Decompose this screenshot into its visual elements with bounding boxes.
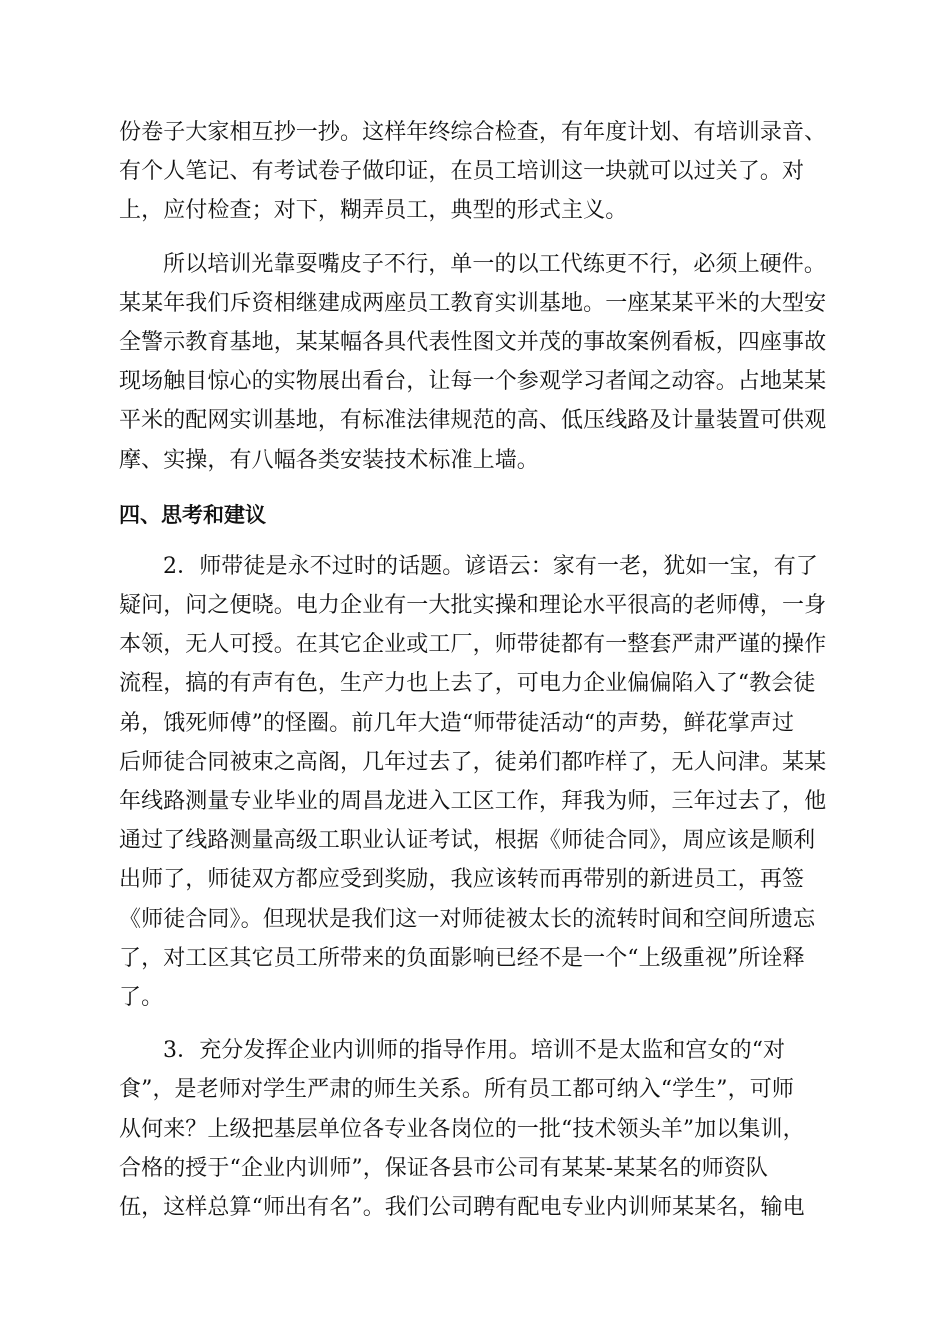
- paragraph-1: [119, 113, 831, 231]
- text-line: 摩、实操，有八幅各类安装技术标准上墙。: [119, 447, 539, 473]
- text-line: 了。: [119, 984, 164, 1010]
- text-line: 全警示教育基地，某某幅各具代表性图文并茂的事故案例看板，四座事故: [119, 329, 827, 355]
- text-line: 通过了线路测量高级工职业认证考试，根据《师徒合同》，周应该是顺利: [119, 828, 816, 854]
- text-line: 3．充分发挥企业内训师的指导作用。培训不是太监和宫女的“对: [163, 1038, 786, 1064]
- text-line: 疑问，问之便晓。电力企业有一大批实操和理论水平很高的老师傅，一身: [119, 593, 827, 619]
- text-line: 后师徒合同被束之高阁，几年过去了，徒弟们都咋样了，无人问津。某某: [119, 749, 827, 775]
- text-line: 本领，无人可授。在其它企业或工厂，师带徒都有一整套严肃严谨的操作: [119, 632, 827, 658]
- text-line: 流程，搞的有声有色，生产力也上去了，可电力企业偏偏陷入了“教会徒: [119, 671, 816, 697]
- text-line: 出师了，师徒双方都应受到奖励，我应该转而再带别的新进员工，再签: [119, 867, 805, 893]
- paragraph-4: [119, 1031, 831, 1227]
- text-line: 有个人笔记、有考试卷子做印证，在员工培训这一块就可以过关了。对: [119, 159, 805, 185]
- text-line: 某某年我们斥资相继建成两座员工教育实训基地。一座某某平米的大型安: [119, 290, 827, 316]
- text-line: 《师徒合同》。但现状是我们这一对师徒被太长的流转时间和空间所遗忘: [119, 906, 816, 932]
- text-line: 合格的授于“企业内训师”，保证各县市公司有某某-某某名的师资队: [119, 1155, 769, 1181]
- text-line: 弟，饿死师傅”的怪圈。前几年大造“师带徒活动“的声势，鲜花掌声过: [119, 710, 794, 736]
- text-line: 现场触目惊心的实物展出看台，让每一个参观学习者闻之动容。占地某某: [119, 369, 827, 395]
- paragraph-2: [119, 245, 831, 480]
- text-line: 份卷子大家相互抄一抄。这样年终综合检查，有年度计划、有培训录音、: [119, 120, 827, 145]
- text-line: 食”，是老师对学生严肃的师生关系。所有员工都可纳入“学生”，可师: [119, 1077, 794, 1103]
- text-line: 从何来？上级把基层单位各专业各岗位的一批“技术领头羊”加以集训，: [119, 1116, 805, 1142]
- text-line: 了，对工区其它员工所带来的负面影响已经不是一个“上级重视”所诠释: [119, 945, 805, 971]
- paragraph-gap: [119, 231, 831, 245]
- paragraph-gap: [119, 1017, 831, 1031]
- text-line: 伍，这样总算“师出有名”。我们公司聘有配电专业内训师某某名，输电: [119, 1194, 805, 1220]
- text-line: 平米的配网实训基地，有标准法律规范的高、低压线路及计量装置可供观: [119, 408, 827, 434]
- paragraph-gap: [119, 480, 831, 494]
- text-line: 年线路测量专业毕业的周昌龙进入工区工作，拜我为师，三年过去了，他: [119, 789, 827, 814]
- document-body: [119, 113, 831, 1227]
- section-heading: 四、思考和建议: [119, 502, 266, 527]
- text-line: 上，应付检查；对下，糊弄员工，典型的形式主义。: [119, 198, 628, 224]
- paragraph-3: [119, 547, 831, 1017]
- text-line: 所以培训光靠耍嘴皮子不行，单一的以工代练更不行，必须上硬件。: [163, 251, 827, 277]
- text-line: 2．师带徒是永不过时的话题。谚语云：家有一老，犹如一宝，有了: [163, 553, 818, 579]
